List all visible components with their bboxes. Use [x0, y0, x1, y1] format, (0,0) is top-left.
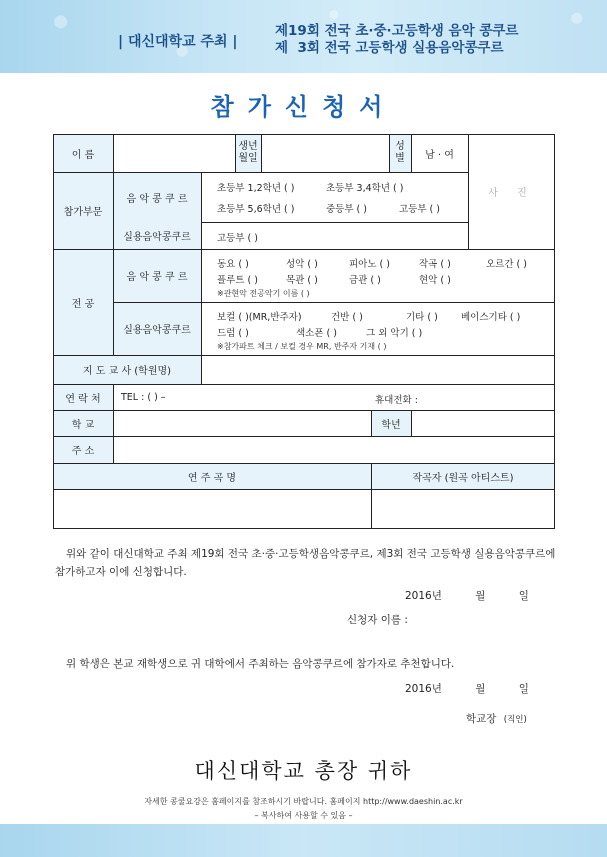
major-option[interactable]: 피아노 ( ) — [349, 259, 390, 270]
major-music-note: ※관현악 전공악기 이름 ( ) — [217, 289, 310, 298]
major-option[interactable]: 오르간 ( ) — [486, 259, 527, 270]
major-practical-options[interactable] — [201, 302, 555, 355]
teacher-field[interactable] — [201, 355, 555, 384]
major-option[interactable]: 보컬 ( )(MR,반주자) — [217, 312, 302, 323]
name-field[interactable] — [113, 134, 235, 172]
photo-box: 사 진 — [488, 188, 535, 199]
declaration-date: 2016년 월 일 — [405, 590, 529, 602]
division-option[interactable]: 중등부 ( ) — [326, 204, 367, 215]
major-option[interactable]: 베이스기타 ( ) — [461, 312, 521, 323]
teacher-label: 지 도 교 사 (학원명) — [53, 355, 201, 384]
page-title: 참가신청서 — [210, 93, 397, 121]
footer-copy-note: – 복사하여 사용할 수 있음 – — [254, 811, 353, 820]
contest-line-2: 제 3회 전국 고등학생 실용음악콩쿠르 — [275, 40, 504, 56]
applicant-name: 신청자 이름 : — [347, 614, 408, 626]
division-practical-label: 실용음악콩쿠르 — [113, 222, 201, 249]
principal-label — [466, 711, 527, 726]
address-field[interactable] — [113, 436, 555, 463]
birth-label-1: 생년 — [238, 141, 258, 152]
major-option[interactable]: 성악 ( ) — [286, 259, 318, 270]
major-option[interactable]: 플루트 ( ) — [217, 275, 258, 286]
major-option[interactable]: 금관 ( ) — [349, 275, 381, 286]
division-practical-options[interactable] — [201, 222, 468, 249]
piece-label: 연 주 곡 명 — [53, 463, 371, 489]
sex-field[interactable]: 남 · 여 — [425, 149, 454, 161]
division-option[interactable]: 초등부 1,2학년 ( ) — [217, 183, 295, 194]
major-practical-label: 실용음악콩쿠르 — [113, 302, 201, 355]
division-music-options[interactable] — [201, 172, 468, 222]
major-option[interactable]: 현악 ( ) — [419, 275, 451, 286]
contact-label: 연 락 처 — [53, 384, 113, 410]
birth-label-2: 월일 — [238, 153, 258, 164]
name-label: 이 름 — [53, 134, 113, 172]
school-label: 학 교 — [53, 410, 113, 436]
division-option[interactable]: 고등부 ( ) — [217, 233, 258, 244]
major-option[interactable]: 기타 ( ) — [406, 312, 438, 323]
contest-line-1: 제19회 전국 초·중·고등학생 음악 콩쿠르 — [275, 23, 519, 39]
mobile-field[interactable]: 휴대전화 : — [375, 395, 418, 406]
division-option[interactable]: 초등부 3,4학년 ( ) — [326, 183, 404, 194]
major-option[interactable]: 건반 ( ) — [331, 312, 363, 323]
major-music-label: 음 악 콩 쿠 르 — [113, 249, 201, 302]
division-music-label: 음 악 콩 쿠 르 — [113, 172, 201, 222]
major-option[interactable]: 작곡 ( ) — [419, 259, 451, 270]
major-option[interactable]: 목관 ( ) — [286, 275, 318, 286]
sex-label-2: 별 — [395, 153, 405, 164]
sex-label — [389, 134, 411, 172]
major-label: 전 공 — [53, 249, 113, 355]
major-music-options[interactable] — [201, 249, 555, 302]
contest-titles — [275, 23, 518, 57]
footer-banner — [0, 824, 607, 857]
seal-text: (직인) — [503, 715, 527, 725]
major-option[interactable]: 그 외 악기 ( ) — [366, 328, 423, 339]
major-practical-note: ※참가파트 체크 / 보컬 경우 MR, 반주자 기재 ( ) — [217, 342, 387, 351]
address-label: 주 소 — [53, 436, 113, 463]
major-option[interactable]: 색소폰 ( ) — [296, 328, 337, 339]
sex-label-1: 성 — [395, 141, 405, 152]
principal-text: 학교장 — [466, 713, 497, 725]
birth-field[interactable] — [261, 134, 389, 172]
declaration-line-2: 참가하고자 이에 신청합니다. — [55, 566, 187, 578]
declaration-line-1: 위와 같이 대신대학교 주최 제19회 전국 초·중·고등학생음악콩쿠르, 제3회 전국 고등학생 실용음악콩쿠르에 — [66, 548, 556, 560]
application-form — [53, 134, 555, 529]
addressee: 대신대학교 총장 귀하 — [194, 759, 413, 783]
division-option[interactable]: 고등부 ( ) — [399, 204, 440, 215]
grade-label: 학년 — [371, 410, 411, 436]
major-option[interactable]: 드럼 ( ) — [217, 328, 249, 339]
division-option[interactable]: 초등부 5,6학년 ( ) — [217, 204, 295, 215]
major-option[interactable]: 동요 ( ) — [217, 259, 249, 270]
composer-label: 작곡자 (원곡 아티스트) — [371, 463, 555, 489]
piece-field[interactable] — [53, 489, 371, 529]
organizer-label: | 대신대학교 주최 | — [118, 34, 238, 50]
school-field[interactable] — [113, 410, 371, 436]
footer-info: 자세한 콩쿨요강은 홈페이지를 참조하시기 바랍니다. 홈페이지 http://www.daeshin.ac.kr — [144, 797, 463, 806]
recommendation-line: 위 학생은 본교 재학생으로 귀 대학에서 주최하는 음악콩쿠르에 참가자로 추천합니다. — [66, 658, 455, 670]
composer-field[interactable] — [371, 489, 555, 529]
birth-label — [235, 134, 261, 172]
contact-field[interactable] — [113, 384, 555, 410]
recommendation-date: 2016년 월 일 — [405, 683, 529, 695]
tel-field[interactable]: TEL : ( ) – — [121, 392, 166, 403]
grade-field[interactable] — [411, 410, 555, 436]
division-label: 참가부문 — [53, 172, 113, 249]
